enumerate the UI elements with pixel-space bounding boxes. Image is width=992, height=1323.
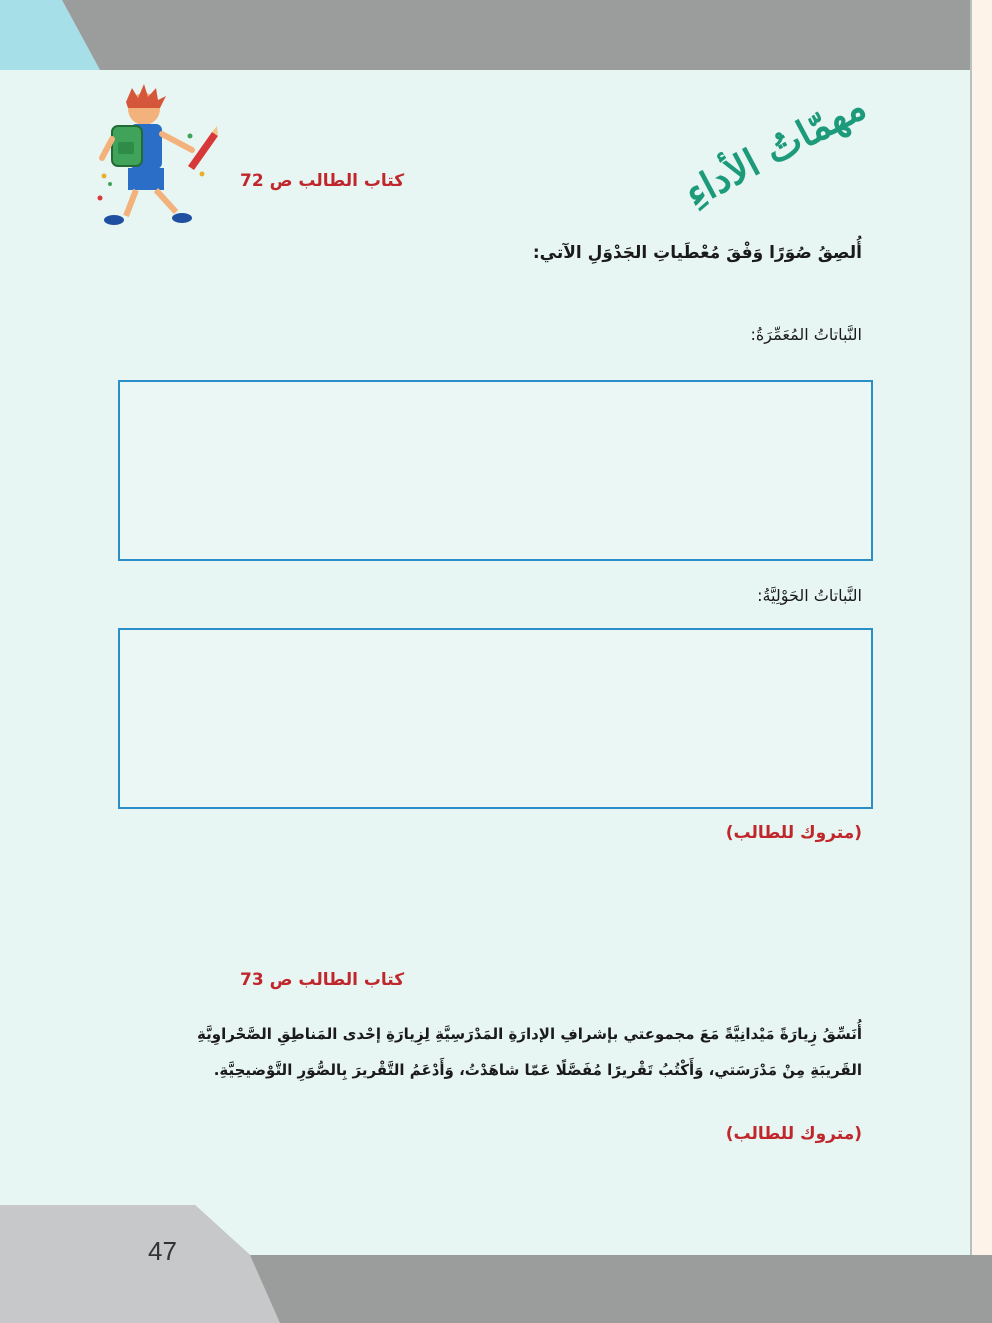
page-number: 47 — [148, 1236, 177, 1266]
perennial-plants-label: النَّباتاتُ المُعَمِّرَةُ: — [750, 325, 862, 344]
student-book-reference: كتاب الطالب ص 72 — [240, 171, 405, 191]
perennial-plants-box[interactable] — [118, 380, 873, 561]
student-with-backpack-illustration — [92, 84, 222, 229]
student-book-reference: كتاب الطالب ص 73 — [240, 970, 405, 990]
left-to-student-note: (متروك للطالب) — [725, 823, 862, 843]
annual-plants-box[interactable] — [118, 628, 873, 809]
page-edge-strip — [970, 0, 992, 1323]
field-trip-task-line: القَريبَةِ مِنْ مَدْرَسَتي، وَأَكْتُبُ تَقْريرًا مُفَصَّلًا عَمّا شاهَدْتُ، وَأَدْعَمُ التَّقْريرَ بِالصُّوَرِ التَّوْضيحِيَّةِ. — [213, 1061, 862, 1079]
section-title: مهمّاتُ الأداءِ — [677, 83, 873, 216]
left-to-student-note: (متروك للطالب) — [725, 1124, 862, 1144]
task-instruction: أُلصِقُ صُوَرًا وَفْقَ مُعْطَياتِ الجَدْوَلِ الآتي: — [532, 243, 862, 263]
top-banner — [0, 0, 992, 70]
field-trip-task-line: أُنَسِّقُ زِيارَةً مَيْدانِيَّةً مَعَ مجموعتي بإشرافِ الإدارَةِ المَدْرَسِيَّةِ لِزِيارَةِ إحْدى المَناطِقِ الصَّحْراوِيَّةِ — [197, 1025, 862, 1043]
annual-plants-label: النَّباتاتُ الحَوْلِيَّةُ: — [757, 586, 862, 605]
